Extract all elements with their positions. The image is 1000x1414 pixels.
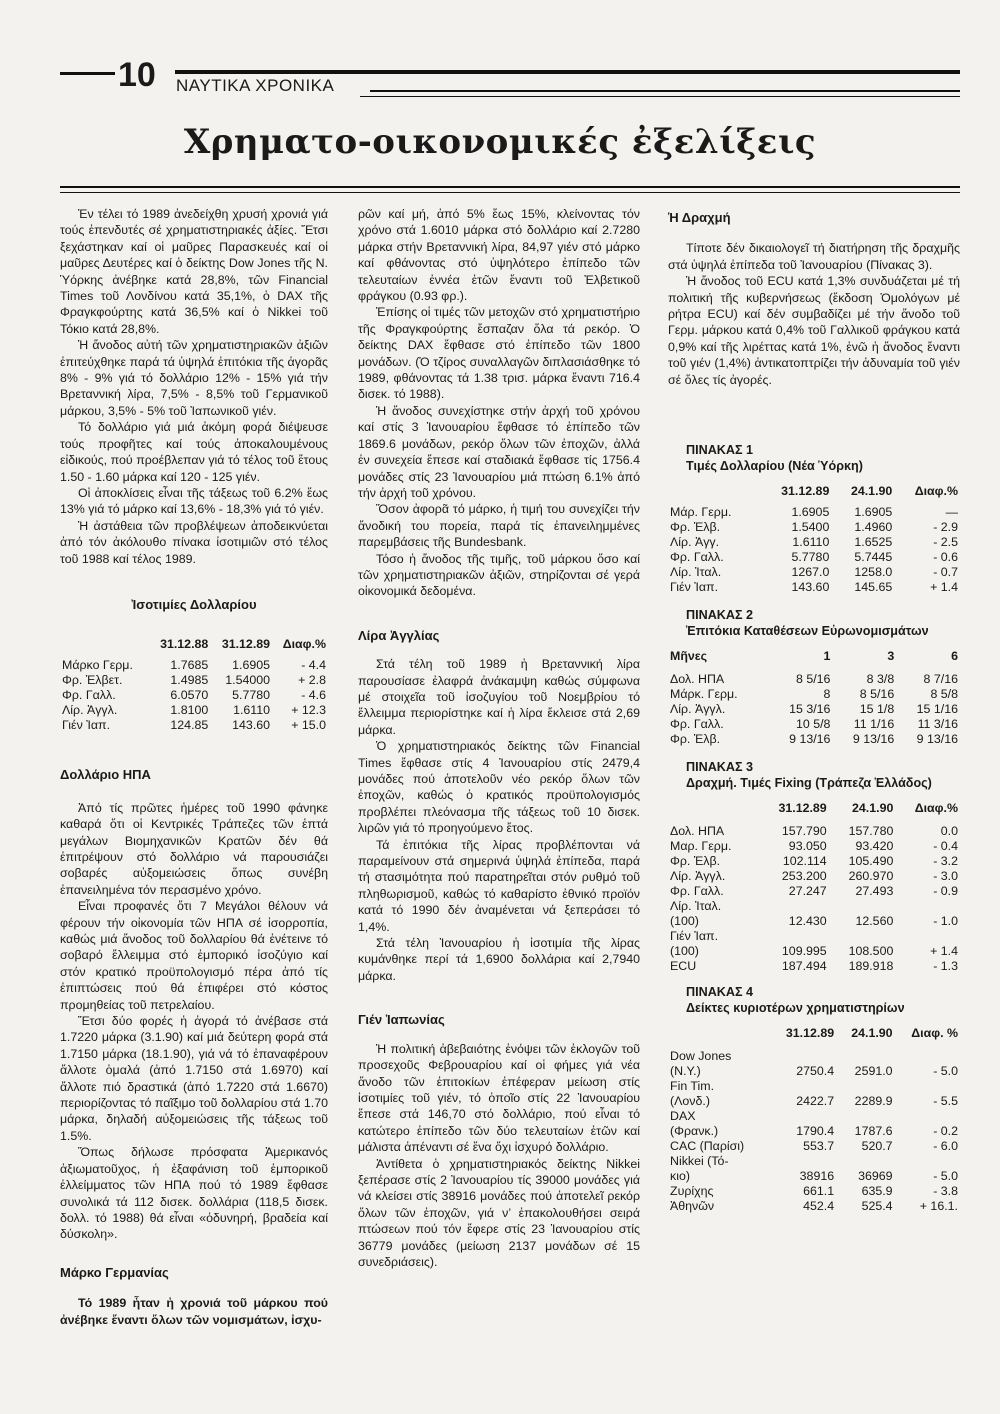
table-header-row	[668, 1026, 960, 1041]
table-cell: (Φρανκ.)	[670, 1124, 719, 1139]
table-row	[668, 505, 960, 520]
paragraph: Ἐπίσης οἱ τιμές τῶν μετοχῶν στό χρηματιστήριο τῆς Φραγκφούρτης ἔσπαζαν ὅλα τά ρεκόρ. Ὁ δείκτης DAX ἔφθασε στό ἐπίπεδο τῶν 1800 μονάδων. (Ὁ τζίρος συναλλαγῶν διπλασιάσθηκε τό 1989, φθάνοντας τά 1.38 τρισ. μάρκα ἔναντι 716.4 δισεκ. τό 1988).	[358, 305, 640, 402]
table-row	[668, 1079, 960, 1094]
table-row	[60, 703, 328, 718]
table-header-row	[60, 637, 328, 652]
table-row	[668, 1184, 960, 1199]
table-cell: 1790.4	[796, 1124, 835, 1139]
table-cell: Φρ. Ἐλβ.	[670, 520, 721, 535]
paragraph: Ἐν τέλει τό 1989 ἀνεδείχθη χρυσή χρονιά γιά τούς ἐπενδυτές σέ χρηματιστηριακές ἀξίες. Ἔτσι ξεχάστηκαν καί οἱ μαῦρες Παρασκευές καί οἱ μαῦρες Δευτέρες καί ὁ δείκτης Dow Jones τῆς Ν. Ὑόρκης ἀνέβηκε κατά 28,8%, τῶν Financial Times τοῦ Λονδίνου κατά 35,1%, ὁ DAX τῆς Φραγκφούρτης κατά 36,5% καί ὁ Nikkei τοῦ Τόκιο κατά 28,8%.	[60, 207, 328, 336]
table-row	[668, 687, 960, 702]
table-cell: Φρ. Ἐλβετ.	[62, 673, 123, 688]
table-cell: - 1.3	[933, 959, 958, 974]
paragraph: Ἀντίθετα ὁ χρηματιστηριακός δείκτης Nikkei ξεπέρασε στίς 2 Ἰανουαρίου τίς 39000 μονάδες γιά νά κλείσει στίς 38916 μονάδες πού ἀποτελεῖ ρεκόρ ὅλων τῶν ἐποχῶν, γιά ν’ ἐπακολουθήσει σειρά πτώσεων πού τόν ἔφερε στίς 23 Ἰανουαρίου στίς 36779 μονάδες (μείωση 2137 μονάδων σέ 15 συνεδριάσεις).	[358, 1156, 640, 1269]
table-cell: 15 1/16	[916, 702, 958, 717]
table-title: Ἐπιτόκια Καταθέσεων Εὐρωνομισμάτων	[686, 624, 929, 639]
table-cell	[829, 899, 896, 914]
table-cell: - 4.6	[301, 688, 326, 703]
table-header-row	[668, 649, 960, 664]
paragraph: Ὁ χρηματιστηριακός δείκτης τῶν Financial Times ἔφθασε στίς 4 Ἰανουαρίου στίς 2479,4 μονάδες πού ἀποτελοῦν νέο ρεκόρ ὅλων τῶν ἐποχῶν, καθώς ὁ κρατικός προϋπολογισμός προβλέπει πλεόνασμα τῆς τάξεως τοῦ 10 δισεκ. λιρῶν γιά τό προηγούμενο ἔτος.	[358, 739, 640, 836]
table-row	[668, 929, 960, 944]
table-row	[668, 550, 960, 565]
table-cell: 109.995	[781, 944, 827, 959]
table-row	[60, 673, 328, 688]
table-row	[668, 732, 960, 747]
table-row	[668, 959, 960, 974]
table-row	[668, 869, 960, 884]
table-cell: Λίρ. Ἀγγ.	[670, 535, 720, 550]
table-cell: 27.493	[855, 884, 894, 899]
page-number: 10	[118, 56, 156, 94]
table-cell: 15 1/8	[859, 702, 895, 717]
table-cell: 1.4960	[854, 520, 893, 535]
paragraph: Ἡ ἄνοδος αὐτή τῶν χρηματιστηριακῶν ἀξιῶν ἐπιτεύχθηκε παρά τά ὑψηλά ἐπιτόκια τῆς ἀγορᾶς 8% - 9% γιά τό δολλάριο 12% - 15% γιά τήν Βρεταννική λίρα, 7,5% - 8,5% τοῦ Γερμανικοῦ μάρκου, 3,5% - 5% τοῦ Ἰαπωνικοῦ γιέν.	[60, 338, 328, 418]
section-heading: Ἡ Δραχμή	[668, 210, 731, 225]
masthead	[0, 0, 1000, 110]
table-cell: + 1.4	[930, 944, 958, 959]
table-cell: 93.420	[855, 839, 894, 854]
table-cell: 10 5/8	[796, 717, 831, 732]
table-cell: - 1.0	[933, 914, 958, 929]
table-cell: 11 1/16	[853, 717, 895, 732]
table-cell: (100)	[670, 944, 699, 959]
table-cell: Λίρ. Ἰταλ.	[670, 565, 722, 580]
table-cell	[895, 1049, 960, 1064]
table-cell: 635.9	[861, 1184, 893, 1199]
table-header-row	[668, 801, 960, 816]
table-cell: κιο)	[670, 1169, 690, 1184]
table-cell: 2591.0	[854, 1064, 893, 1079]
table-cell: 108.500	[848, 944, 894, 959]
table-row	[668, 944, 960, 959]
table-cell: 260.970	[848, 869, 894, 884]
table-cell: 9 13/16	[916, 732, 958, 747]
table-cell: 2750.4	[796, 1064, 835, 1079]
drachma-fixing-table	[668, 801, 960, 974]
table-cell: 1.6110	[233, 703, 271, 718]
table-header: 31.12.88	[160, 637, 209, 652]
table-cell: Γιέν Ἰαπ.	[670, 929, 719, 944]
table-cell	[757, 929, 828, 944]
table-cell	[836, 1049, 894, 1064]
table-header: Διαφ.%	[914, 484, 958, 499]
table-cell: 452.4	[803, 1199, 835, 1214]
table-cell: + 1.4	[930, 580, 958, 595]
table-cell: 157.790	[781, 824, 827, 839]
table-row	[60, 718, 328, 733]
table-cell: Λίρ. Ἀγγλ.	[670, 869, 726, 884]
table-cell: - 3.2	[933, 854, 958, 869]
table-cell: - 0.6	[933, 550, 958, 565]
table-cell	[836, 1079, 894, 1094]
table-cell: - 6.0	[933, 1139, 958, 1154]
table-cell: 93.050	[788, 839, 827, 854]
paragraph: Τίποτε δέν δικαιολογεῖ τή διατήρηση τῆς δραχμῆς στά ὑψηλά ἐπίπεδα τοῦ Ἰανουαρίου (Πίνακας 3).	[668, 241, 960, 272]
table-header: Διαφ. %	[911, 1026, 958, 1041]
column-1	[60, 206, 328, 1328]
table-cell: 1.4985	[170, 673, 209, 688]
table-header: Μῆνες	[670, 649, 708, 664]
table-header: 6	[951, 649, 958, 664]
table-row	[668, 884, 960, 899]
table-cell: 15 3/16	[789, 702, 831, 717]
table-cell: 8 7/16	[923, 672, 958, 687]
table-cell: Δολ. ΗΠΑ	[670, 824, 725, 839]
table-title: Δραχμή. Τιμές Fixing (Τράπεζα Ἑλλάδος)	[686, 776, 932, 791]
table-cell: 0.0	[940, 824, 958, 839]
table-cell: - 0.4	[933, 839, 958, 854]
table-row	[668, 702, 960, 717]
table-cell: (Λονδ.)	[670, 1094, 710, 1109]
table-cell: Λίρ. Ἀγγλ.	[670, 702, 726, 717]
table-cell: 1.6110	[792, 535, 830, 550]
table-cell: 157.780	[848, 824, 894, 839]
paragraph: Τά ἐπιτόκια τῆς λίρας προβλέπονται νά παραμείνουν στά σημερινά ὑψηλά ἐπίπεδα, παρά τή στασιμότητα πού παρατηρεῖται στόν ρυθμό τοῦ πληθωρισμοῦ, καθώς τό καθαρίστο ἐθνικό προϊόν κατά τό 1990 δέν ἀναμένεται νά ξεπεράσει τό 1,4%.	[358, 837, 640, 934]
table-cell	[757, 899, 828, 914]
table-cell: Nikkei (Τό-	[670, 1154, 729, 1169]
paragraph: Τό δολλάριο γιά μιά ἀκόμη φορά διέψευσε τούς προφῆτες καί τούς ἀποκαλουμένους εἰδικούς, πού προέβλεπαν γιά τό τέλος τοῦ ἔτους 1.50 - 1.60 μάρκα καί 120 - 125 γιέν.	[60, 420, 328, 484]
table-row	[668, 914, 960, 929]
table-cell: 1.5400	[791, 520, 830, 535]
table-cell: 1.6905	[854, 505, 893, 520]
table-cell: ECU	[670, 959, 697, 974]
paragraph: Ἡ πολιτική ἀβεβαιότης ἐνόψει τῶν ἐκλογῶν τοῦ προσεχοῦς Φεβρουαρίου καί οἱ φήμες γιά νέα ἄνοδο τῶν ἐπιτοκίων ἐπέφεραν μείωση στίς ἰσοτιμίες τοῦ γιέν, τό ὁποῖο στίς 22 Ἰανουαρίου ἔπεσε στά 146,70 στό δολλάριο, πού εἶναι τό κατώτερο ἐπίπεδο τῶν δύο τελευταίων ἐτῶν καί μάλιστα ἀπέναντι σέ ἕνα ὄχι ἰσχυρό δολλάριο.	[358, 1041, 640, 1155]
table-cell: 9 13/16	[852, 732, 895, 747]
table-cell: 8	[823, 687, 831, 702]
paragraph: Ὅπως δήλωσε πρόσφατα Ἀμερικανός ἀξιωματοῦχος, ἡ ἐξαφάνιση τοῦ ἐμπορικοῦ ἐλλείμματος τῶν ΗΠΑ πού τό 1989 ἔφθασε συνολικά τά 112 δισεκ. δολλάρια (118,5 δισεκ. δολλ. τό 1988) θά εἶναι «ὀδυνηρή, βραδεία καί δύσκολη».	[60, 1145, 328, 1242]
table-cell: 145.65	[854, 580, 893, 595]
table-header-row	[668, 484, 960, 499]
table-cell: Μάρκ. Γερμ.	[670, 687, 738, 702]
table-cell: 124.85	[170, 718, 209, 733]
table-row	[60, 688, 328, 703]
table-cell: - 3.8	[933, 1184, 958, 1199]
table-cell	[895, 929, 960, 944]
table-cell	[769, 1154, 836, 1169]
table-cell: - 4.4	[301, 658, 326, 673]
paragraph: Τό 1989 ἦταν ἡ χρονιά τοῦ μάρκου πού ἀνέβηκε ἔναντι ὅλων τῶν νομισμάτων, ἰσχυ-	[60, 1296, 328, 1327]
table-cell: Μαρ. Γερμ.	[670, 839, 732, 854]
table-header: 31.12.89	[785, 1026, 835, 1041]
table-cell: Φρ. Γαλλ.	[62, 688, 116, 703]
paragraph: Ὅσον ἀφορᾶ τό μάρκο, ἡ τιμή του συνεχίζει τήν ἄνοδική του πορεία, παρά τίς ἐπανειλημμένες παρεμβάσεις τῆς Bundesbank.	[358, 502, 640, 550]
section-heading: Μάρκο Γερμανίας	[60, 1264, 169, 1280]
table-cell: Γιέν Ἰαπ.	[670, 580, 719, 595]
table-cell: 1787.6	[854, 1124, 893, 1139]
table-cell: —	[945, 505, 958, 520]
paragraph: Οἱ ἀποκλίσεις εἶναι τῆς τάξεως τοῦ 6.2% ἕως 13% γιά τό μάρκο καί 13,6% - 18,3% γιά τό γιέν.	[60, 485, 328, 517]
table-cell: - 2.5	[933, 535, 958, 550]
section-heading: Γιέν Ἰαπωνίας	[358, 1012, 445, 1028]
table-cell: 27.247	[788, 884, 827, 899]
title-rule-top	[360, 96, 960, 97]
table-cell: Μάρκο Γερμ.	[62, 658, 133, 673]
table-cell: - 0.2	[933, 1124, 958, 1139]
table-row	[668, 899, 960, 914]
table-cell: Γιέν Ἰαπ.	[62, 718, 111, 733]
table-header: 24.1.90	[852, 801, 894, 816]
table-cell: 143.60	[791, 580, 830, 595]
table-cell: Φρ. Γαλλ.	[670, 717, 724, 732]
table-cell: 1.8100	[170, 703, 209, 718]
table-row	[668, 1094, 960, 1109]
table-cell: 12.560	[855, 914, 894, 929]
table-cell: Φρ. Ἐλβ.	[670, 732, 721, 747]
table-row	[668, 1169, 960, 1184]
table-cell: - 2.9	[933, 520, 958, 535]
table-row	[668, 1139, 960, 1154]
table-cell: 553.7	[803, 1139, 835, 1154]
table-label: ΠΙΝΑΚΑΣ 2	[686, 608, 754, 623]
table-cell: Μάρ. Γερμ.	[670, 505, 732, 520]
table-cell: 8 5/16	[796, 672, 831, 687]
table-cell: 8 3/8	[866, 672, 895, 687]
table-cell	[769, 1049, 836, 1064]
table-cell: + 15.0	[291, 718, 326, 733]
table-cell: 143.60	[232, 718, 271, 733]
table-cell: CAC (Παρίσι)	[670, 1139, 745, 1154]
table-cell: Φρ. Γαλλ.	[670, 884, 724, 899]
table-cell	[895, 1109, 960, 1124]
table-cell	[769, 1109, 836, 1124]
table-cell: 105.490	[848, 854, 894, 869]
table-cell: Δολ. ΗΠΑ	[670, 672, 725, 687]
table-cell: 6.0570	[170, 688, 209, 703]
table-row	[668, 672, 960, 687]
table-cell: - 5.0	[933, 1064, 958, 1079]
table-header: 24.1.90	[851, 1026, 893, 1041]
section-heading: Δολλάριο ΗΠΑ	[60, 767, 151, 783]
table-cell: 525.4	[861, 1199, 893, 1214]
paragraph: Τόσο ἡ ἄνοδος τῆς τιμῆς, τοῦ μάρκου ὅσο καί τῶν χρηματιστηριακῶν ἀξιῶν, στηρίζονται σέ γερά οἰκονομικά δεδομένα.	[358, 551, 640, 599]
title-rule-bottom-1	[60, 186, 960, 188]
table-cell: 253.200	[781, 869, 827, 884]
table-cell: (N.Y.)	[670, 1064, 701, 1079]
table-header	[60, 637, 149, 652]
table-cell	[895, 899, 960, 914]
table-cell: 36969	[858, 1169, 893, 1184]
table-cell: 1267.0	[791, 565, 830, 580]
table-header: Διαφ.%	[282, 637, 326, 652]
table-header: 31.12.89	[781, 484, 830, 499]
table-cell: 2422.7	[796, 1094, 835, 1109]
table-cell: 11 3/16	[917, 717, 958, 732]
column-2	[358, 206, 640, 1270]
table-cell: 1258.0	[854, 565, 893, 580]
table-cell	[836, 1109, 894, 1124]
table-cell	[895, 1079, 960, 1094]
section-heading: Λίρα Ἀγγλίας	[358, 627, 440, 643]
table-header	[668, 801, 757, 816]
table-cell: Ἀθηνῶν	[670, 1199, 715, 1214]
table-cell	[769, 1079, 836, 1094]
paragraph: Ἡ ἀστάθεια τῶν προβλέψεων ἀποδεικνύεται ἀπό τόν ἀκόλουθο πίνακα ἰσοτιμιῶν στό τέλος τοῦ 1988 καί τέλος 1989.	[60, 518, 328, 566]
table-cell: 1.6905	[791, 505, 830, 520]
table-cell: 2289.9	[854, 1094, 893, 1109]
table-cell: 1.6525	[854, 535, 893, 550]
table-title: Δείκτες κυριοτέρων χρηματιστηρίων	[686, 1001, 905, 1016]
table-cell	[836, 1154, 894, 1169]
euro-deposit-rates-table	[668, 649, 960, 747]
table-cell: - 5.0	[933, 1169, 958, 1184]
paragraph: Ἀπό τίς πρῶτες ἡμέρες τοῦ 1990 φάνηκε καθαρά ὅτι οἱ Κεντρικές Τράπεζες τῶν ἑπτά μεγάλων Βιομηχανικῶν Κρατῶν δέν θά ἐπιτρέψουν στό δολλάριο νά παρουσιάζει σοβαρές αὐξομειώσεις ὅπως συνέβη ἐπανειλημένα τόν περασμένο χρόνο.	[60, 800, 328, 897]
table-header	[668, 1026, 769, 1041]
paragraph: ρῶν καί μή, ἀπό 5% ἕως 15%, κλείνοντας τόν χρόνο στά 1.6010 μάρκα στό δολλάριο καί 2.7280 μάρκα στήν Βρεταννική λίρα, 84,97 γιέν στό μάρκο καί φθάνοντας στό ὑψηλότερο ἐπίπεδο τῶν τελευταίων ἐννέα ἐτῶν ἔναντι τοῦ Ἐλβετικοῦ φράγκου (0.93 φρ.).	[358, 207, 640, 304]
table-cell: 8 5/16	[859, 687, 895, 702]
table-cell: 661.1	[803, 1184, 835, 1199]
table-cell: 12.430	[788, 914, 827, 929]
table-cell	[829, 929, 896, 944]
table-cell: - 0.7	[933, 565, 958, 580]
table-row	[668, 854, 960, 869]
table-cell: 38916	[799, 1169, 835, 1184]
table-row	[668, 535, 960, 550]
table-row	[668, 839, 960, 854]
table-cell: 189.918	[848, 959, 894, 974]
paragraph: Ἡ ἄνοδος συνεχίστηκε στήν ἀρχή τοῦ χρόνου καί στίς 3 Ἰανουαρίου ἔφθασε τό ἐπίπεδο τῶν 1869.6 μονάδων, ρεκόρ ὅλων τῶν ἐποχῶν, ἀλλά ἐν συνεχεία ἔπεσε καί σταδιακά ἔφθασε τίς 1756.4 μονάδες στίς 23 Ἰανουαρίου μιά πτώση 6.1% ἀπό τήν ἀρχή τοῦ χρόνου.	[358, 403, 640, 500]
stock-index-table	[668, 1026, 960, 1214]
table-label: ΠΙΝΑΚΑΣ 4	[686, 985, 754, 1000]
table-row	[668, 1199, 960, 1214]
table-cell: 5.7445	[854, 550, 893, 565]
table-row	[60, 658, 328, 673]
table-cell: DAX	[670, 1109, 696, 1124]
table-cell: + 2.8	[298, 673, 326, 688]
table-cell	[895, 1154, 960, 1169]
table-header: 1	[823, 649, 831, 664]
paragraph: Ἔτσι δύο φορές ἡ ἀγορά τό ἀνέβασε στά 1.7220 μάρκα (3.1.90) καί μιά δεύτερη φορά στά 1.7150 μάρκα (18.1.90), γιά νά τό ἐπαναφέρουν ἄλλοτε ὁμαλά (ἀπό 1.7150 στά 1.6970) καί ἄλλοτε πιό δραστικά (ἀπό 1.7220 στά 1.6670) περιορίζοντας τό παῖξιμο τοῦ δολλαρίου στά 1.70 μάρκα, δηλαδή αὐξομειώσεις τῆς τάξεως τοῦ 1.5%.	[60, 1014, 328, 1143]
table-row	[668, 1154, 960, 1169]
table-header: Διαφ.%	[914, 801, 958, 816]
table-row	[668, 717, 960, 732]
table-cell: Fin Tim.	[670, 1079, 715, 1094]
table-cell: (100)	[670, 914, 699, 929]
column-3	[668, 210, 960, 1214]
table-label: ΠΙΝΑΚΑΣ 1	[686, 443, 754, 458]
dollar-rates-table	[60, 637, 328, 733]
table-cell: 8 5/8	[930, 687, 958, 702]
paragraph: Ἡ ἄνοδος τοῦ ECU κατά 1,3% συνδυάζεται μέ τή πολιτική τῆς κυβερνήσεως (ἔκδοση Ὁμολόγων μέ ρήτρα ECU) καί δέν συμβαδίζει μέ τήν ἄνοδο τοῦ Γερμ. μάρκου κατά 0,4% τοῦ Γαλλικοῦ φράγκου κατά 0,9% καί τῆς λιρέττας κατά 1%, ἐνῶ ἡ ἄνοδος ἔναντι τοῦ γιέν (1,4%) ἀντικατοπτρίζει τήν ἀδυναμία τοῦ γιέν σέ ὅλες τίς ἀγορές.	[668, 274, 960, 387]
table-title: Τιμές Δολλαρίου (Νέα Ὑόρκη)	[686, 459, 863, 474]
table-cell: 102.114	[782, 854, 827, 869]
paragraph: Στά τέλη τοῦ 1989 ἡ Βρεταννική λίρα παρουσίασε ἐλαφρά ἀνάκαμψη καθώς σύμφωνα μέ στοιχεῖα τοῦ ἰσοζυγίου τοῦ Νοεμβρίου τό ἔλλειμμα περιορίστηκε καί ἡ λίρα ἔκλεισε στά 2,69 μάρκα.	[358, 657, 640, 737]
table-row	[668, 520, 960, 535]
table-header	[668, 484, 759, 499]
table-title: Ἰσοτιμίες Δολλαρίου	[131, 596, 257, 612]
table-cell: - 0.9	[933, 884, 958, 899]
paragraph: Στά τέλη Ἰανουαρίου ἡ ἰσοτιμία τῆς λίρας κυμάνθηκε περί τά 1,6900 δολλάρια καί 2,7940 μάρκα.	[358, 936, 640, 983]
table-cell: 5.7780	[232, 688, 271, 703]
table-cell: 520.7	[861, 1139, 893, 1154]
table-cell: 5.7780	[791, 550, 830, 565]
table-row	[668, 565, 960, 580]
publication-name: ΝΑΥΤΙΚΑ ΧΡΟΝΙΚΑ	[176, 76, 335, 95]
title-rule-bottom-2	[60, 192, 960, 193]
table-row	[668, 824, 960, 839]
table-row	[668, 1064, 960, 1079]
table-cell: Φρ. Γαλλ.	[670, 550, 724, 565]
table-row	[668, 580, 960, 595]
table-label: ΠΙΝΑΚΑΣ 3	[686, 760, 754, 775]
paragraph: Εἶναι προφανές ὅτι 7 Μεγάλοι θέλουν νά φέρουν τήν οἰκονομία τῶν ΗΠΑ σέ ἰσορροπία, καθώς μιά ἄνοδος τοῦ δολλαρίου θά ἐνέτεινε τό σοβαρό ἔλλειμμα στό ἐμπορικό ἰσοζύγιο καί στόν κρατικό προϋπολογισμό πέρα ἀπό τίς ἐπιπτώσεις πού θά ἐπιφέρει στό κόστος προμηθείας τοῦ πετρελαίου.	[60, 899, 328, 1012]
table-cell: Dow Jones	[670, 1049, 732, 1064]
dollar-prices-table	[668, 484, 960, 595]
table-cell: 1.6905	[232, 658, 271, 673]
table-row	[668, 1049, 960, 1064]
table-header: 31.12.89	[778, 801, 827, 816]
table-cell: - 3.0	[933, 869, 958, 884]
table-header: 3	[887, 649, 895, 664]
table-cell: Λίρ. Ἀγγλ.	[62, 703, 118, 718]
table-cell: Φρ. Ἐλβ.	[670, 854, 721, 869]
table-header: 31.12.89	[221, 637, 271, 652]
table-row	[668, 1109, 960, 1124]
page-title: Χρηματο-οικονομικές ἐξελίξεις	[183, 122, 817, 162]
table-cell: - 5.5	[933, 1094, 958, 1109]
table-cell: + 16.1.	[919, 1199, 958, 1214]
table-cell: 1.54000	[225, 673, 271, 688]
table-cell: + 12.3	[291, 703, 326, 718]
table-cell: Λίρ. Ἰταλ.	[670, 899, 722, 914]
table-cell: 9 13/16	[789, 732, 831, 747]
table-cell: 187.494	[781, 959, 827, 974]
table-row	[668, 1124, 960, 1139]
table-cell: Ζυρίχης	[670, 1184, 714, 1199]
table-header: 24.1.90	[850, 484, 893, 499]
table-cell: 1.7685	[170, 658, 209, 673]
